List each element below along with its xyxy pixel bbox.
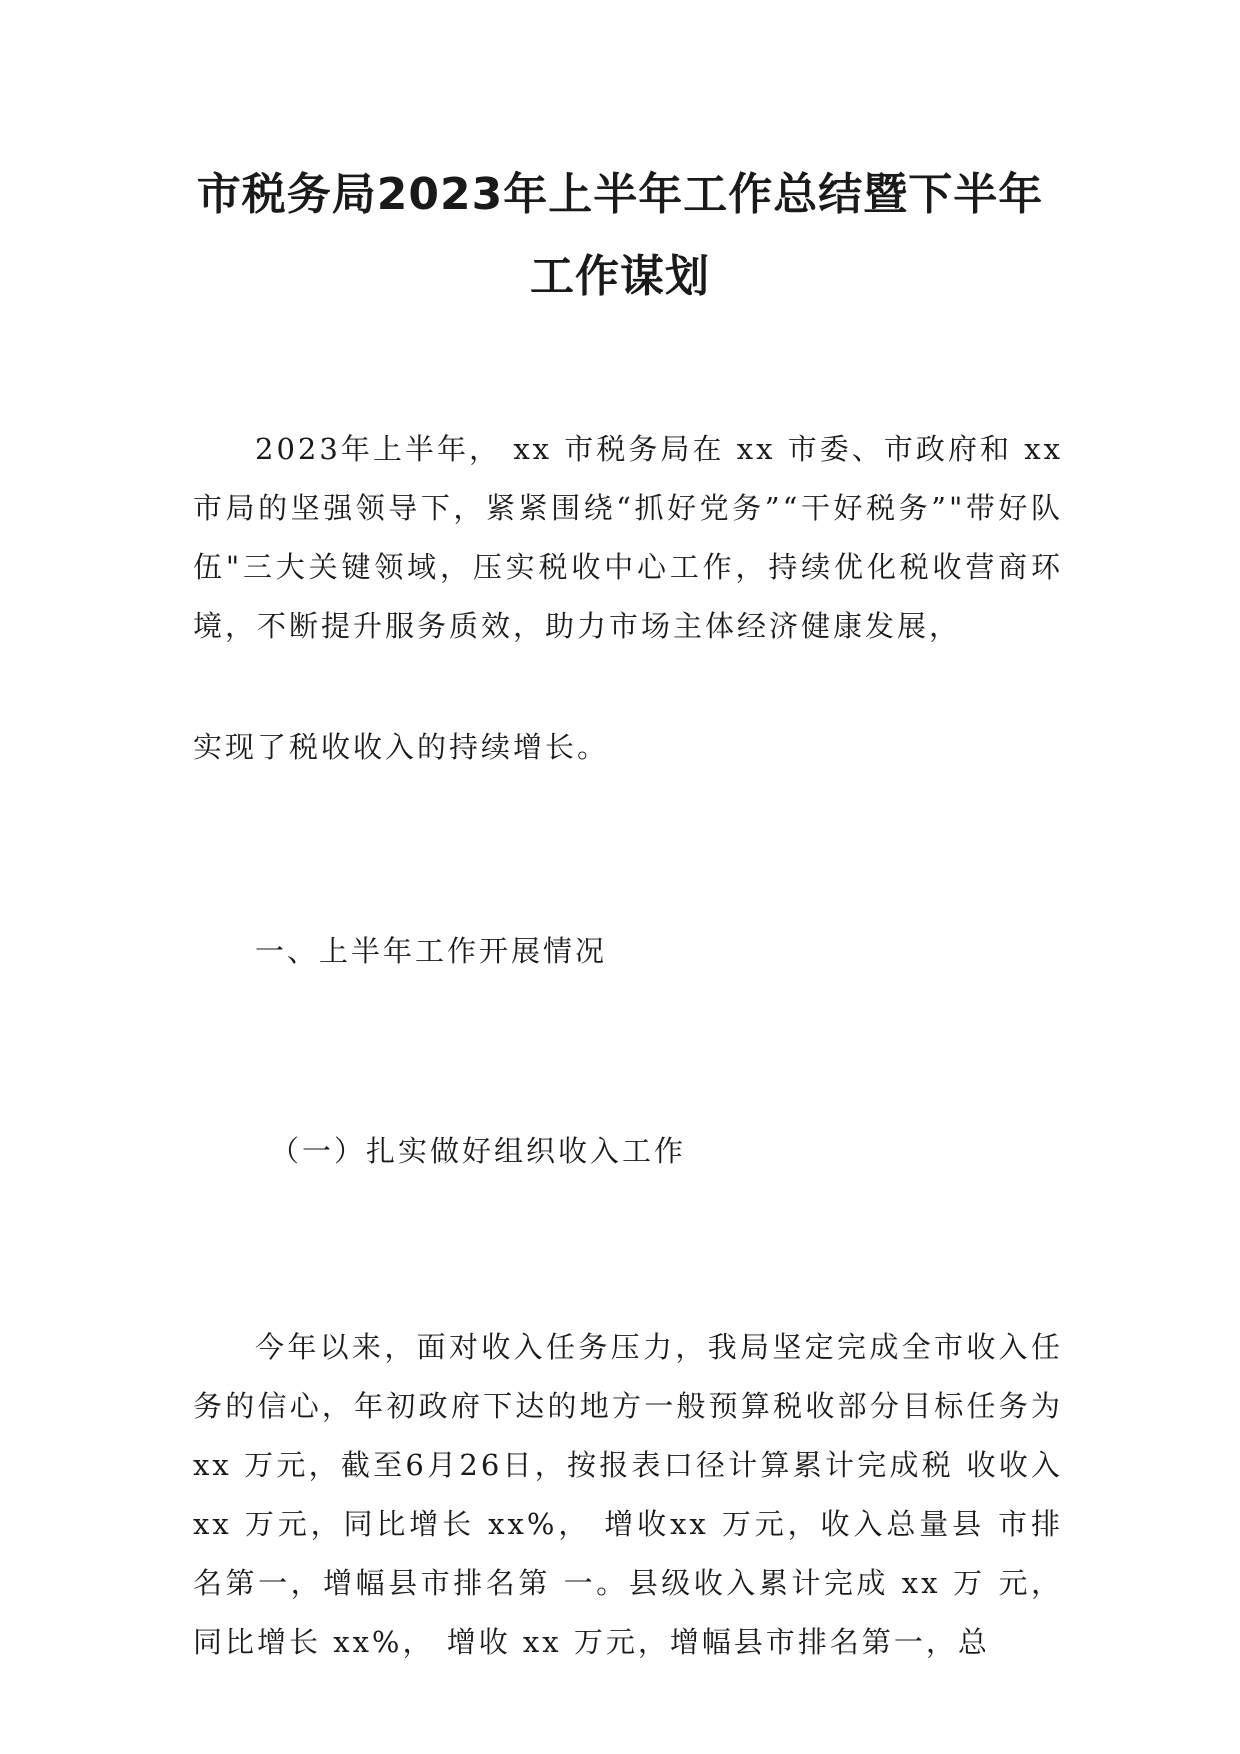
section-heading: 一、上半年工作开展情况 xyxy=(255,934,608,968)
intro-paragraph: 2023年上半年， xx 市税务局在 xx 市委、市政府和 xx 市局的坚强领导下，紧紧围绕“抓好党务”“干好税务”"带好队伍"三大关键领域，压实税收中心工作，持续优化税收营商环境，不断提升服务质效，助力市场主体经济健康发展， xyxy=(193,432,1063,643)
document-title-line2: 工作谋划 xyxy=(530,251,710,302)
intro-continuation: 实现了税收收入的持续增长。 xyxy=(193,730,610,764)
subsection-heading: （一）扎实做好组织收入工作 xyxy=(270,1134,687,1168)
document-title-line1: 市税务局2023年上半年工作总结暨下半年 xyxy=(196,169,1044,220)
body-paragraph: 今年以来，面对收入任务压力，我局坚定完成全市收入任务的信心，年初政府下达的地方一般预算税收部分目标任务为xx 万元，截至6月26日，按报表口径计算累计完成税 收收入xx 万元，同比增长 xx%， 增收xx 万元，收入总量县 市排名第一，增幅县市排名第 一。县级收入累计完成 xx 万 元，同比增长 xx%， 增收 xx 万元，增幅县市排名第一，总 xyxy=(193,1330,1063,1659)
